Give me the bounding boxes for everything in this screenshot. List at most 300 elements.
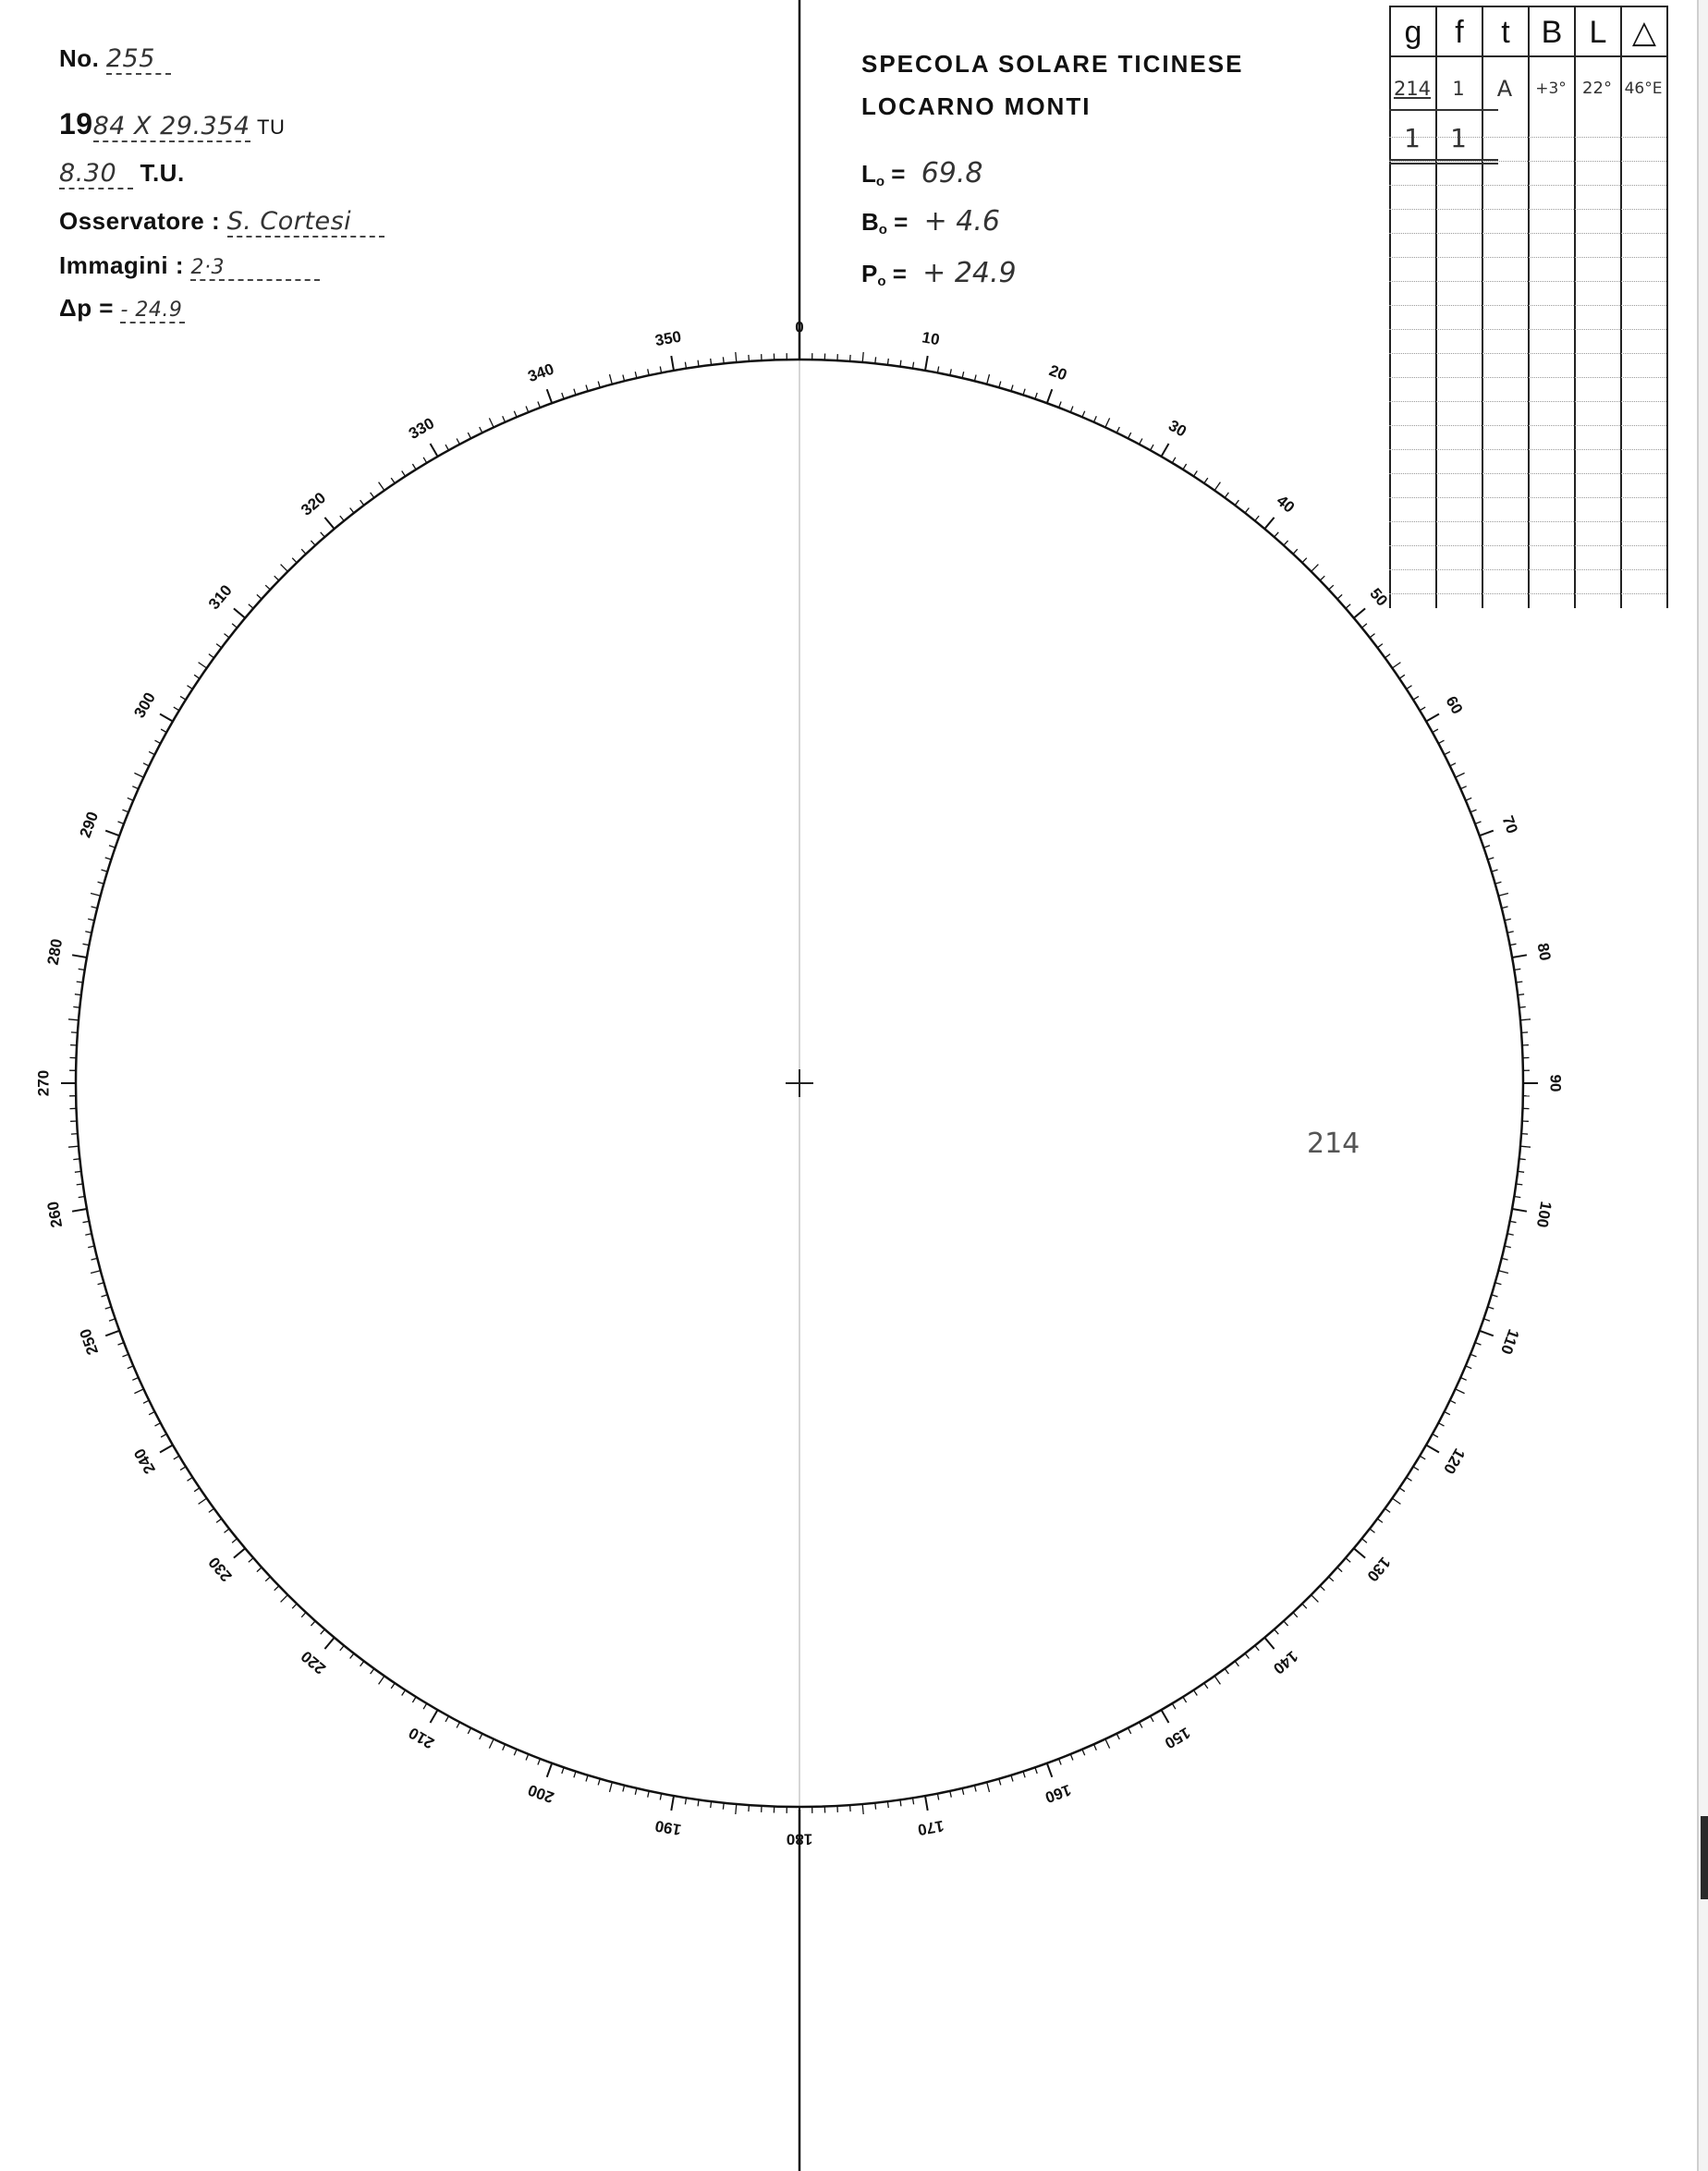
degree-tick bbox=[1128, 433, 1131, 438]
param-L0-sub: o bbox=[875, 174, 885, 189]
degree-tick bbox=[1172, 1703, 1176, 1709]
degree-tick bbox=[257, 1567, 262, 1572]
degree-tick bbox=[123, 810, 129, 812]
degree-tick bbox=[1498, 894, 1508, 896]
param-P0-eq: = bbox=[885, 260, 907, 287]
degree-tick bbox=[1047, 389, 1053, 403]
degree-tick bbox=[209, 654, 214, 658]
param-P0-label: P bbox=[861, 260, 878, 287]
degree-tick bbox=[1214, 1676, 1220, 1684]
degree-tick bbox=[1480, 831, 1494, 836]
images-label: Immagini : bbox=[59, 251, 185, 279]
degree-tick bbox=[1023, 1772, 1025, 1778]
degree-tick bbox=[736, 352, 737, 362]
degree-tick bbox=[1312, 565, 1319, 572]
degree-tick bbox=[1433, 1434, 1438, 1437]
degree-tick bbox=[1502, 1258, 1508, 1260]
degree-tick bbox=[391, 1683, 395, 1689]
degree-tick bbox=[1520, 1146, 1531, 1147]
degree-label: 50 bbox=[1366, 584, 1392, 610]
degree-tick bbox=[281, 565, 288, 572]
degree-tick bbox=[105, 831, 119, 836]
degree-tick bbox=[311, 541, 315, 545]
param-B0-value: + 4.6 bbox=[923, 205, 1000, 238]
degree-tick bbox=[1392, 663, 1400, 668]
degree-tick bbox=[431, 444, 438, 457]
degree-tick bbox=[749, 1805, 750, 1811]
degree-tick bbox=[850, 355, 851, 361]
degree-tick bbox=[562, 393, 564, 399]
degree-tick bbox=[301, 1613, 306, 1617]
degree-tick bbox=[301, 549, 306, 554]
time-label: T.U. bbox=[140, 159, 185, 187]
degree-tick bbox=[1116, 427, 1119, 433]
degree-tick bbox=[723, 1803, 724, 1810]
degree-tick bbox=[1521, 1032, 1528, 1033]
degree-tick bbox=[862, 1804, 863, 1814]
degree-tick bbox=[1385, 1508, 1391, 1512]
degree-tick bbox=[1438, 740, 1444, 743]
degree-tick bbox=[91, 1271, 101, 1274]
degree-tick bbox=[1235, 500, 1238, 506]
degree-tick bbox=[1407, 686, 1412, 689]
degree-tick bbox=[1495, 882, 1502, 884]
table-cell: 1 bbox=[1404, 123, 1421, 153]
degree-tick bbox=[1512, 1209, 1527, 1212]
degree-tick bbox=[1140, 439, 1142, 445]
degree-tick bbox=[480, 427, 482, 433]
degree-tick bbox=[1426, 714, 1439, 722]
degree-tick bbox=[503, 416, 506, 421]
time-value: 8.30 bbox=[59, 159, 133, 189]
degree-tick bbox=[180, 1467, 186, 1470]
degree-tick bbox=[1450, 763, 1456, 766]
param-L0-label: L bbox=[861, 160, 876, 188]
degree-tick bbox=[445, 445, 448, 450]
degree-tick bbox=[1320, 576, 1324, 580]
degree-tick bbox=[900, 360, 901, 367]
degree-tick bbox=[143, 1400, 149, 1403]
degree-tick bbox=[1204, 478, 1208, 483]
degree-tick bbox=[1346, 1558, 1350, 1563]
degree-tick bbox=[249, 1558, 253, 1563]
degree-tick bbox=[1284, 1621, 1288, 1626]
degree-tick bbox=[1047, 1763, 1053, 1777]
degree-tick bbox=[321, 532, 325, 537]
observer-label: Osservatore : bbox=[59, 207, 221, 235]
degree-tick bbox=[1521, 1134, 1528, 1135]
degree-tick bbox=[71, 1134, 78, 1135]
delta-p-value: - 24.9 bbox=[120, 299, 185, 323]
degree-tick bbox=[155, 740, 161, 743]
degree-tick bbox=[105, 1307, 112, 1309]
degree-tick bbox=[1520, 1019, 1531, 1020]
param-L0-eq: = bbox=[884, 160, 906, 188]
degree-tick bbox=[72, 1209, 87, 1212]
degree-tick bbox=[623, 1786, 625, 1792]
degree-tick bbox=[875, 1803, 876, 1810]
degree-tick bbox=[149, 751, 154, 754]
degree-tick bbox=[274, 576, 279, 580]
year-prefix: 19 bbox=[59, 107, 93, 140]
degree-tick bbox=[547, 389, 553, 403]
degree-tick bbox=[445, 1716, 448, 1722]
degree-tick bbox=[1456, 773, 1465, 777]
degree-tick bbox=[149, 1412, 154, 1415]
degree-tick bbox=[292, 558, 297, 563]
col-header-f: f bbox=[1435, 6, 1483, 57]
degree-label: 200 bbox=[525, 1780, 556, 1807]
degree-tick bbox=[1329, 585, 1334, 590]
degree-tick bbox=[257, 594, 262, 599]
degree-label: 330 bbox=[405, 414, 438, 443]
degree-label: 60 bbox=[1442, 693, 1467, 717]
degree-tick bbox=[1183, 1697, 1187, 1702]
degree-tick bbox=[711, 359, 712, 365]
degree-tick bbox=[412, 1697, 416, 1702]
date-suffix: TU bbox=[257, 116, 286, 139]
degree-tick bbox=[194, 1488, 200, 1492]
degree-tick bbox=[265, 585, 270, 590]
degree-tick bbox=[1059, 402, 1062, 409]
degree-tick bbox=[174, 707, 179, 711]
degree-tick bbox=[73, 1159, 79, 1160]
degree-tick bbox=[199, 1498, 207, 1504]
degree-label: 130 bbox=[1363, 1553, 1395, 1585]
degree-tick bbox=[1070, 407, 1073, 413]
degree-tick bbox=[109, 846, 116, 848]
param-P0-sub: o bbox=[877, 274, 886, 289]
date-value: 84 X 29.354 bbox=[92, 112, 250, 140]
degree-tick bbox=[1116, 1734, 1119, 1739]
images-value: 2·3 bbox=[190, 256, 320, 281]
degree-tick bbox=[423, 1703, 427, 1709]
degree-tick bbox=[1438, 1423, 1444, 1426]
degree-tick bbox=[340, 1646, 344, 1651]
degree-tick bbox=[987, 374, 990, 384]
degree-tick bbox=[118, 822, 125, 824]
observatory-name: SPECOLA SOLARE TICINESE bbox=[861, 50, 1244, 78]
degree-tick bbox=[503, 1744, 506, 1750]
degree-label: 230 bbox=[204, 1553, 236, 1585]
degree-tick bbox=[1204, 1683, 1208, 1689]
degree-tick bbox=[468, 1728, 470, 1734]
degree-tick bbox=[92, 1258, 98, 1260]
table-cell: +3° bbox=[1535, 79, 1567, 98]
delta-p-label: Δp = bbox=[59, 294, 114, 322]
degree-tick bbox=[1312, 1595, 1319, 1603]
degree-tick bbox=[1302, 1604, 1307, 1608]
degree-tick bbox=[887, 359, 888, 365]
degree-tick bbox=[281, 1595, 288, 1603]
degree-tick bbox=[1413, 1467, 1419, 1470]
degree-tick bbox=[160, 1445, 173, 1453]
degree-tick bbox=[538, 402, 541, 409]
degree-tick bbox=[1460, 787, 1466, 789]
col-header-B: B bbox=[1528, 6, 1576, 57]
degree-tick bbox=[160, 714, 173, 722]
degree-tick bbox=[118, 1343, 125, 1346]
degree-tick bbox=[1399, 675, 1405, 678]
degree-tick bbox=[216, 1518, 222, 1522]
degree-tick bbox=[723, 357, 724, 363]
degree-tick bbox=[174, 1456, 179, 1459]
degree-tick bbox=[468, 433, 470, 438]
degree-tick bbox=[188, 686, 193, 689]
degree-label: 310 bbox=[204, 581, 236, 614]
degree-tick bbox=[1512, 955, 1527, 957]
degree-tick bbox=[999, 1779, 1001, 1786]
degree-label: 0 bbox=[795, 318, 804, 336]
degree-tick bbox=[698, 1799, 699, 1806]
param-B0-label: B bbox=[861, 208, 879, 236]
degree-tick bbox=[1128, 1728, 1131, 1734]
degree-tick bbox=[209, 1508, 214, 1512]
degree-tick bbox=[925, 1796, 928, 1811]
degree-label: 350 bbox=[653, 327, 683, 350]
degree-tick bbox=[75, 1171, 81, 1172]
degree-tick bbox=[1293, 1613, 1298, 1617]
degree-tick bbox=[1505, 919, 1511, 921]
degree-tick bbox=[974, 1786, 976, 1792]
degree-tick bbox=[350, 1653, 354, 1659]
degree-tick bbox=[234, 608, 245, 617]
degree-tick bbox=[1445, 1412, 1450, 1415]
degree-tick bbox=[574, 1772, 576, 1778]
col-header-t: t bbox=[1482, 6, 1530, 57]
degree-tick bbox=[68, 1019, 79, 1020]
degree-tick bbox=[75, 994, 81, 995]
degree-tick bbox=[265, 1577, 270, 1581]
degree-tick bbox=[161, 1434, 166, 1437]
degree-tick bbox=[77, 1184, 83, 1185]
degree-label: 140 bbox=[1269, 1647, 1301, 1678]
degree-tick bbox=[562, 1767, 564, 1774]
degree-tick bbox=[1059, 1759, 1062, 1765]
degree-tick bbox=[249, 604, 253, 609]
degree-tick bbox=[1399, 1488, 1405, 1492]
degree-tick bbox=[340, 516, 344, 520]
degree-tick bbox=[925, 356, 928, 371]
table-cell: 1 bbox=[1450, 123, 1467, 153]
degree-tick bbox=[875, 357, 876, 363]
degree-label: 210 bbox=[405, 1724, 438, 1752]
degree-tick bbox=[514, 1750, 517, 1755]
degree-tick bbox=[1354, 608, 1365, 617]
degree-tick bbox=[950, 369, 952, 375]
degree-tick bbox=[109, 1319, 116, 1321]
degree-tick bbox=[1466, 1366, 1471, 1369]
degree-label: 70 bbox=[1498, 813, 1521, 836]
degree-tick bbox=[98, 1283, 104, 1285]
degree-tick bbox=[134, 773, 143, 777]
sunspot-group-label: 214 bbox=[1307, 1128, 1360, 1160]
degree-tick bbox=[274, 1586, 279, 1591]
degree-tick bbox=[1488, 858, 1494, 860]
degree-tick bbox=[1466, 798, 1471, 800]
degree-tick bbox=[180, 696, 186, 700]
degree-tick bbox=[1385, 654, 1391, 658]
degree-tick bbox=[155, 1423, 161, 1426]
degree-tick bbox=[489, 1739, 494, 1749]
degree-tick bbox=[360, 500, 364, 506]
degree-tick bbox=[962, 372, 964, 378]
degree-tick bbox=[749, 355, 750, 361]
table-cell: 22° bbox=[1582, 79, 1612, 98]
degree-tick bbox=[1470, 1354, 1477, 1357]
number-value: 255 bbox=[106, 44, 171, 75]
degree-label: 260 bbox=[43, 1200, 67, 1229]
degree-tick bbox=[1407, 1478, 1412, 1482]
degree-label: 220 bbox=[298, 1647, 330, 1678]
degree-tick bbox=[232, 1539, 237, 1543]
degree-tick bbox=[73, 1006, 79, 1007]
param-B0-sub: o bbox=[878, 222, 887, 238]
degree-label: 30 bbox=[1165, 416, 1190, 441]
degree-tick bbox=[1337, 1567, 1342, 1572]
degree-tick bbox=[610, 1782, 613, 1792]
degree-tick bbox=[514, 411, 517, 417]
table-cell: A bbox=[1496, 76, 1513, 102]
degree-tick bbox=[1105, 1739, 1110, 1749]
degree-tick bbox=[1420, 707, 1425, 711]
degree-tick bbox=[1183, 464, 1187, 470]
degree-tick bbox=[1518, 994, 1524, 995]
degree-tick bbox=[1470, 810, 1477, 812]
degree-tick bbox=[128, 1366, 133, 1369]
degree-label: 320 bbox=[298, 488, 330, 519]
degree-tick bbox=[143, 763, 149, 766]
degree-tick bbox=[480, 1734, 482, 1739]
degree-label: 80 bbox=[1533, 941, 1555, 962]
degree-tick bbox=[1498, 1271, 1508, 1274]
degree-tick bbox=[1337, 594, 1342, 599]
degree-tick bbox=[371, 1669, 374, 1675]
degree-tick bbox=[1082, 1750, 1085, 1755]
degree-tick bbox=[188, 1478, 193, 1482]
degree-tick bbox=[1426, 1445, 1439, 1453]
degree-tick bbox=[1140, 1722, 1142, 1727]
degree-tick bbox=[1329, 1577, 1334, 1581]
degree-tick bbox=[586, 1775, 588, 1782]
degree-tick bbox=[402, 1690, 406, 1696]
degree-tick bbox=[216, 644, 222, 648]
degree-tick bbox=[711, 1801, 712, 1808]
degree-tick bbox=[423, 457, 427, 463]
degree-label: 100 bbox=[1532, 1200, 1556, 1229]
degree-tick bbox=[161, 729, 166, 732]
degree-tick bbox=[862, 352, 863, 362]
degree-tick bbox=[1450, 1400, 1456, 1403]
degree-tick bbox=[85, 932, 92, 933]
degree-tick bbox=[1172, 457, 1176, 463]
degree-tick bbox=[671, 1796, 674, 1811]
degree-tick bbox=[547, 1763, 553, 1777]
degree-tick bbox=[1255, 516, 1259, 520]
degree-tick bbox=[88, 919, 94, 921]
degree-tick bbox=[1275, 1629, 1279, 1634]
degree-tick bbox=[1245, 508, 1249, 514]
degree-tick bbox=[1275, 532, 1279, 537]
degree-tick bbox=[1284, 541, 1288, 545]
degree-tick bbox=[1094, 416, 1097, 421]
degree-tick bbox=[1392, 1498, 1400, 1504]
degree-tick bbox=[1151, 445, 1153, 450]
degree-tick bbox=[85, 1234, 92, 1236]
degree-tick bbox=[88, 1246, 94, 1248]
degree-tick bbox=[92, 907, 98, 909]
degree-tick bbox=[457, 439, 459, 445]
degree-tick bbox=[1035, 393, 1037, 399]
degree-tick bbox=[194, 675, 200, 678]
degree-tick bbox=[1346, 604, 1350, 609]
col-header-delta: △ bbox=[1620, 6, 1668, 57]
degree-tick bbox=[132, 787, 138, 789]
degree-tick bbox=[123, 1354, 129, 1357]
degree-tick bbox=[1505, 1246, 1511, 1248]
degree-tick bbox=[1370, 634, 1375, 638]
degree-tick bbox=[321, 1629, 325, 1634]
degree-tick bbox=[1483, 846, 1490, 848]
degree-label: 190 bbox=[653, 1816, 683, 1839]
degree-tick bbox=[1456, 1389, 1465, 1394]
degree-tick bbox=[1011, 1775, 1013, 1782]
degree-tick bbox=[457, 1722, 459, 1727]
table-cell: 46°E bbox=[1624, 79, 1663, 98]
degree-tick bbox=[1502, 907, 1508, 909]
degree-label: 40 bbox=[1273, 491, 1299, 517]
degree-tick bbox=[102, 1295, 108, 1297]
degree-tick bbox=[610, 374, 613, 384]
degree-tick bbox=[1377, 644, 1383, 648]
degree-tick bbox=[698, 360, 699, 367]
degree-tick bbox=[1480, 1331, 1494, 1336]
degree-tick bbox=[887, 1801, 888, 1808]
degree-tick bbox=[1293, 549, 1298, 554]
degree-tick bbox=[402, 471, 406, 477]
degree-tick bbox=[962, 1788, 964, 1795]
degree-tick bbox=[1264, 1638, 1274, 1649]
degree-tick bbox=[371, 493, 374, 498]
degree-tick bbox=[1362, 624, 1367, 628]
degree-tick bbox=[234, 1548, 245, 1557]
degree-tick bbox=[900, 1799, 901, 1806]
degree-tick bbox=[71, 1032, 78, 1033]
degree-tick bbox=[1475, 1343, 1482, 1346]
degree-tick bbox=[350, 508, 354, 514]
degree-tick bbox=[1370, 1529, 1375, 1532]
degree-tick bbox=[671, 356, 674, 371]
degree-tick bbox=[134, 1389, 143, 1394]
degree-tick bbox=[412, 464, 416, 470]
degree-tick bbox=[1151, 1716, 1153, 1722]
degree-tick bbox=[574, 389, 576, 396]
degree-tick bbox=[1225, 1669, 1228, 1675]
degree-tick bbox=[391, 478, 395, 483]
degree-tick bbox=[1362, 1539, 1367, 1543]
table-cell: 1 bbox=[1452, 78, 1465, 100]
degree-label: 270 bbox=[34, 1069, 53, 1097]
degree-tick bbox=[648, 1791, 650, 1798]
degree-tick bbox=[128, 798, 133, 800]
degree-tick bbox=[586, 385, 588, 392]
degree-tick bbox=[132, 1378, 138, 1381]
degree-label: 170 bbox=[916, 1816, 946, 1839]
param-P0-value: + 24.9 bbox=[922, 257, 1017, 289]
degree-tick bbox=[635, 1788, 637, 1795]
degree-tick bbox=[292, 1604, 297, 1608]
degree-tick bbox=[105, 858, 112, 860]
